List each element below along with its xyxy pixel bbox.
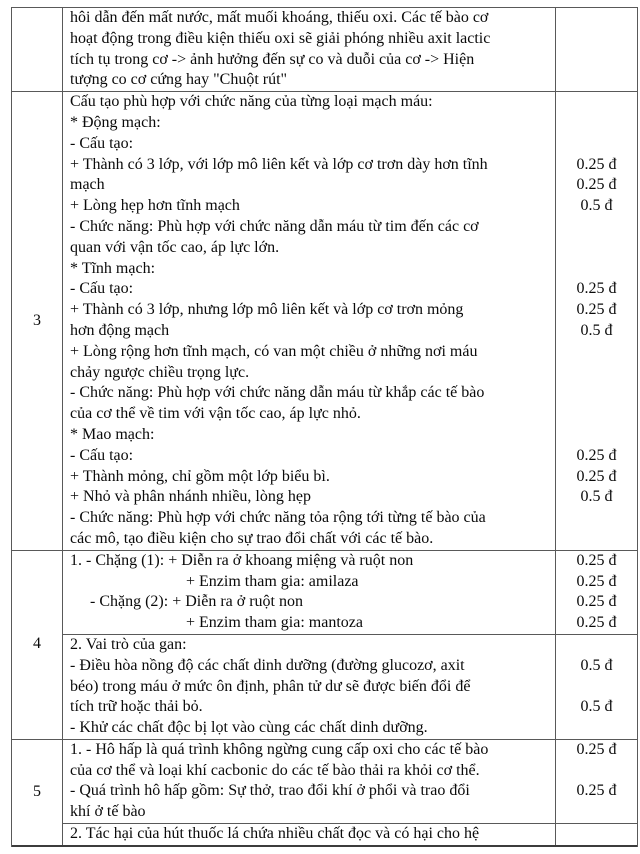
answer-text: * Động mạch: xyxy=(70,113,161,131)
answer-text: - Chức năng: Phù hợp với chức năng dẫn máu từ khắp các tế bào xyxy=(70,384,485,402)
score-cell xyxy=(555,425,637,446)
answer-text: hơn động mạch xyxy=(70,321,170,339)
answer-text: các mô, tạo điều kiện cho sự trao đổi chất với các tế bào. xyxy=(70,529,434,547)
score-cell xyxy=(555,8,637,29)
answer-text: - Chức năng: Phù hợp với chức năng dẫn máu từ tim đến các cơ xyxy=(70,217,479,235)
score-cell: 0.5 đ xyxy=(555,487,637,508)
score-cell: 0.25 đ xyxy=(555,155,637,176)
answer-text: + Thành mỏng, chỉ gồm một lớp biểu bì. xyxy=(70,467,330,485)
score-cell: 0.25 đ xyxy=(555,300,637,321)
answer-line xyxy=(63,677,637,698)
score-cell: 0.25 đ xyxy=(555,740,637,761)
answer-line xyxy=(63,529,637,550)
answer-line xyxy=(63,508,637,529)
answer-text: - Khử các chất độc bị lọt vào cùng các chất dinh dưỡng. xyxy=(70,719,428,737)
answer-line xyxy=(63,50,637,71)
score-cell xyxy=(555,50,637,71)
answer-text: tích tụ trong cơ -> ảnh hưởng đến sự co và duỗi của cơ -> Hiện xyxy=(70,50,475,68)
score-cell xyxy=(555,238,637,259)
score-cell xyxy=(555,363,637,384)
answer-line xyxy=(63,279,637,300)
question-number xyxy=(12,8,63,91)
answer-line xyxy=(63,238,637,259)
answer-text: - Quá trình hô hấp gồm: Sự thở, trao đổi khí ở phổi và trao đổi xyxy=(70,782,470,800)
row-blocks xyxy=(63,551,637,739)
answer-text: + Nhỏ và phân nhánh nhiều, lòng hẹp xyxy=(70,488,311,506)
score-cell: 0.25 đ xyxy=(555,613,637,634)
answer-text: - Chức năng: Phù hợp với chức năng tỏa rộng tới từng tế bào của xyxy=(70,509,486,527)
answer-block xyxy=(63,634,637,739)
score-cell: 0.5 đ xyxy=(555,697,637,718)
answer-block xyxy=(63,92,637,550)
answer-line xyxy=(63,259,637,280)
score-cell xyxy=(555,259,637,280)
score-cell xyxy=(555,342,637,363)
score-cell: 0.5 đ xyxy=(555,196,637,217)
answer-text: - Cấu tạo: xyxy=(70,134,134,152)
answer-line xyxy=(63,92,637,113)
answer-text: của cơ thể về tim với vận tốc cao, áp lực nhỏ. xyxy=(70,405,361,423)
answer-text: - Cấu tạo: xyxy=(70,280,134,298)
answer-line xyxy=(63,321,637,342)
answer-text: + Enzim tham gia: amilaza xyxy=(70,572,359,590)
answer-text: + Lòng rộng hơn tĩnh mạch, có van một chiều ở những nơi máu xyxy=(70,342,478,360)
answer-line xyxy=(63,342,637,363)
exam-table xyxy=(11,7,638,847)
answer-line xyxy=(63,781,637,802)
score-cell: 0.25 đ xyxy=(555,781,637,802)
answer-text: hoạt động trong điều kiện thiếu oxi sẽ giải phóng nhiều axit lactic xyxy=(70,29,491,47)
score-cell xyxy=(555,383,637,404)
answer-block xyxy=(63,8,637,91)
answer-text: Cấu tạo phù hợp với chức năng của từng loại mạch máu: xyxy=(70,93,433,111)
answer-block xyxy=(63,740,637,823)
answer-line xyxy=(63,175,637,196)
answer-line xyxy=(63,487,637,508)
answer-text: của cơ thể và loại khí cacbonic do các tế bào thải ra khỏi cơ thể. xyxy=(70,761,480,779)
answer-line xyxy=(63,113,637,134)
answer-line xyxy=(63,592,637,613)
answer-line xyxy=(63,446,637,467)
score-cell xyxy=(555,824,637,845)
answer-line xyxy=(63,467,637,488)
score-cell xyxy=(555,718,637,739)
score-cell: 0.25 đ xyxy=(555,572,637,593)
answer-line xyxy=(63,134,637,155)
score-cell xyxy=(555,134,637,155)
answer-text: + Lòng hẹp hơn tĩnh mạch xyxy=(70,197,240,215)
answer-text: mạch xyxy=(70,176,105,194)
answer-line xyxy=(63,425,637,446)
answer-text: 1. - Hô hấp là quá trình không ngừng cung cấp oxi cho các tế bào xyxy=(70,740,489,758)
answer-text: + Thành có 3 lớp, nhưng lớp mô liên kết và lớp cơ trơn mỏng xyxy=(70,301,464,319)
answer-block xyxy=(63,823,637,845)
question-number: 5 xyxy=(12,740,63,845)
score-cell xyxy=(555,635,637,656)
answer-line xyxy=(63,740,637,761)
question-number: 4 xyxy=(12,551,63,739)
answer-text: 2. Vai trò của gan: xyxy=(70,635,187,653)
answer-line xyxy=(63,572,637,593)
score-cell xyxy=(555,802,637,823)
score-cell xyxy=(555,29,637,50)
answer-text: chảy ngược chiều trọng lực. xyxy=(70,363,250,381)
answer-line xyxy=(63,656,637,677)
score-cell xyxy=(555,113,637,134)
score-cell: 0.25 đ xyxy=(555,175,637,196)
score-cell: 0.25 đ xyxy=(555,279,637,300)
answer-text: - Điều hòa nồng độ các chất dinh dưỡng (đường glucozơ, axit xyxy=(70,656,465,674)
question-row xyxy=(12,551,637,740)
score-cell xyxy=(555,529,637,550)
answer-line xyxy=(63,300,637,321)
answer-line xyxy=(63,29,637,50)
answer-text: tượng co cơ cứng hay "Chuột rút" xyxy=(70,71,288,89)
score-cell: 0.25 đ xyxy=(555,551,637,572)
answer-line xyxy=(63,404,637,425)
answer-line xyxy=(63,196,637,217)
answer-line xyxy=(63,217,637,238)
question-row xyxy=(12,8,637,92)
row-blocks xyxy=(63,8,637,91)
answer-text: hôi dẫn đến mất nước, mất muối khoáng, thiếu oxi. Các tế bào cơ xyxy=(70,9,489,26)
answer-text: béo) trong máu ở mức ôn định, phân tử dư sẽ được biến đổi để xyxy=(70,677,471,695)
answer-text: quan với vận tốc cao, áp lực lớn. xyxy=(70,238,280,256)
answer-text: - Chặng (2): + Diễn ra ở ruột non xyxy=(70,593,303,611)
score-cell xyxy=(555,70,637,91)
answer-text: 2. Tác hại của hút thuốc lá chứa nhiều chất đọc và có hại cho hệ xyxy=(70,825,480,843)
answer-line xyxy=(63,155,637,176)
answer-line xyxy=(63,697,637,718)
score-cell xyxy=(555,404,637,425)
answer-line xyxy=(63,635,637,656)
answer-line xyxy=(63,8,637,29)
score-cell xyxy=(555,92,637,113)
answer-line xyxy=(63,802,637,823)
score-cell: 0.25 đ xyxy=(555,467,637,488)
score-cell xyxy=(555,761,637,782)
row-blocks xyxy=(63,92,637,550)
answer-text: * Tĩnh mạch: xyxy=(70,259,156,277)
answer-text: + Thành có 3 lớp, với lớp mô liên kết và lớp cơ trơn dày hơn tĩnh xyxy=(70,155,488,173)
question-row xyxy=(12,92,637,551)
answer-text: tích trữ hoặc thải bỏ. xyxy=(70,698,203,716)
answer-line xyxy=(63,383,637,404)
answer-block xyxy=(63,551,637,634)
question-number: 3 xyxy=(12,92,63,550)
score-cell xyxy=(555,677,637,698)
score-cell: 0.5 đ xyxy=(555,321,637,342)
answer-line xyxy=(63,70,637,91)
score-cell xyxy=(555,508,637,529)
score-cell: 0.25 đ xyxy=(555,592,637,613)
score-cell: 0.5 đ xyxy=(555,656,637,677)
answer-line xyxy=(63,761,637,782)
answer-text: * Mao mạch: xyxy=(70,425,155,443)
answer-line xyxy=(63,718,637,739)
question-row xyxy=(12,740,637,847)
answer-line xyxy=(63,613,637,634)
row-blocks xyxy=(63,740,637,845)
answer-text: khí ở tế bào xyxy=(70,803,146,821)
score-cell xyxy=(555,217,637,238)
answer-text: + Enzim tham gia: mantoza xyxy=(70,614,363,632)
answer-line xyxy=(63,824,637,845)
answer-line xyxy=(63,551,637,572)
answer-text: - Cấu tạo: xyxy=(70,446,134,464)
answer-text: 1. - Chặng (1): + Diễn ra ở khoang miệng và ruột non xyxy=(70,551,414,569)
answer-line xyxy=(63,363,637,384)
score-cell: 0.25 đ xyxy=(555,446,637,467)
